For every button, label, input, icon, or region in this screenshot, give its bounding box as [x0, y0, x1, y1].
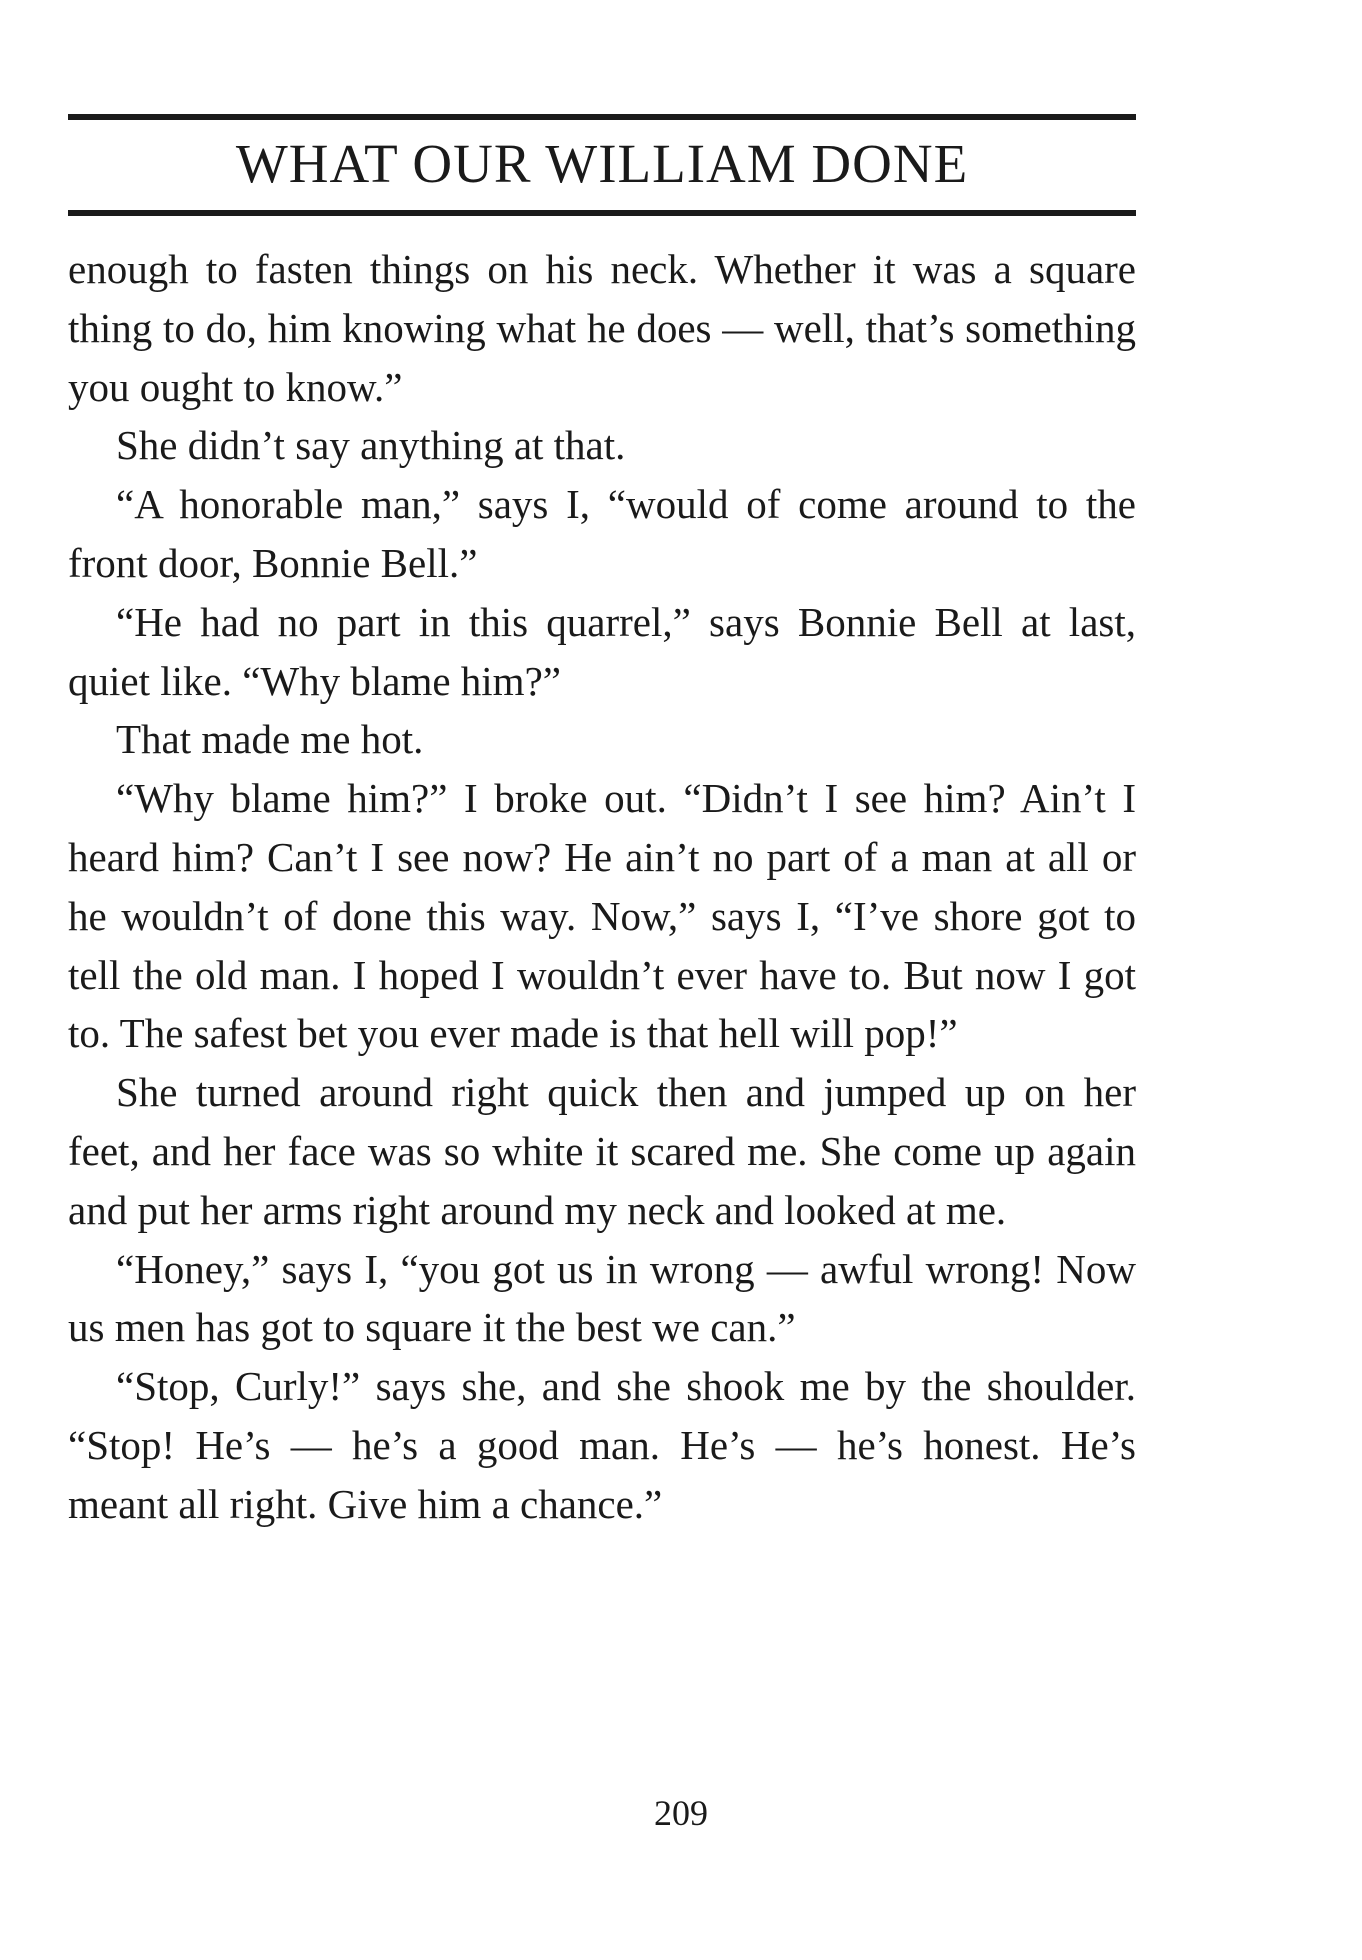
page-number: 209 [654, 1793, 708, 1833]
paragraph-2: She didn’t say anything at that. [116, 422, 626, 469]
paragraph-6: “Why blame him?” I broke out. “Didn’t I see him? Ain’t I heard him? Can’t I see now? He ain’t no part of a man at all or he wouldn’t of done this way. Now,” says I, “I’ve shore got to tell the old man. I hoped I wouldn’t ever have to. But now I got to. The safest bet you ever made is that hell will pop!” [68, 775, 1136, 1057]
paragraph-1: enough to fasten things on his neck. Whether it was a square thing to do, him knowing what he does — well, that’s something you ought to know.” [68, 246, 1136, 410]
paragraph-4: “He had no part in this quarrel,” says Bonnie Bell at last, quiet like. “Why blame him?” [68, 598, 1136, 704]
body-text [68, 240, 1136, 1534]
header-top-rule [68, 114, 1136, 120]
header-bottom-rule [68, 210, 1136, 216]
paragraph-5: That made me hot. [116, 716, 424, 763]
paragraph-7: She turned around right quick then and jumped up on her feet, and her face was so white it scared me. She come up again and put her arms right around my neck and looked at me. [68, 1069, 1136, 1233]
paragraph-9: “Stop, Curly!” says she, and she shook me by the shoulder. “Stop! He’s — he’s a good man. He’s — he’s honest. He’s meant all right. Give him a chance.” [68, 1363, 1136, 1527]
paragraph-8: “Honey,” says I, “you got us in wrong — awful wrong! Now us men has got to square it the best we can.” [68, 1245, 1136, 1351]
paragraph-3: “A honorable man,” says I, “would of come around to the front door, Bonnie Bell.” [68, 481, 1136, 586]
running-head: WHAT OUR WILLIAM DONE [235, 133, 969, 194]
